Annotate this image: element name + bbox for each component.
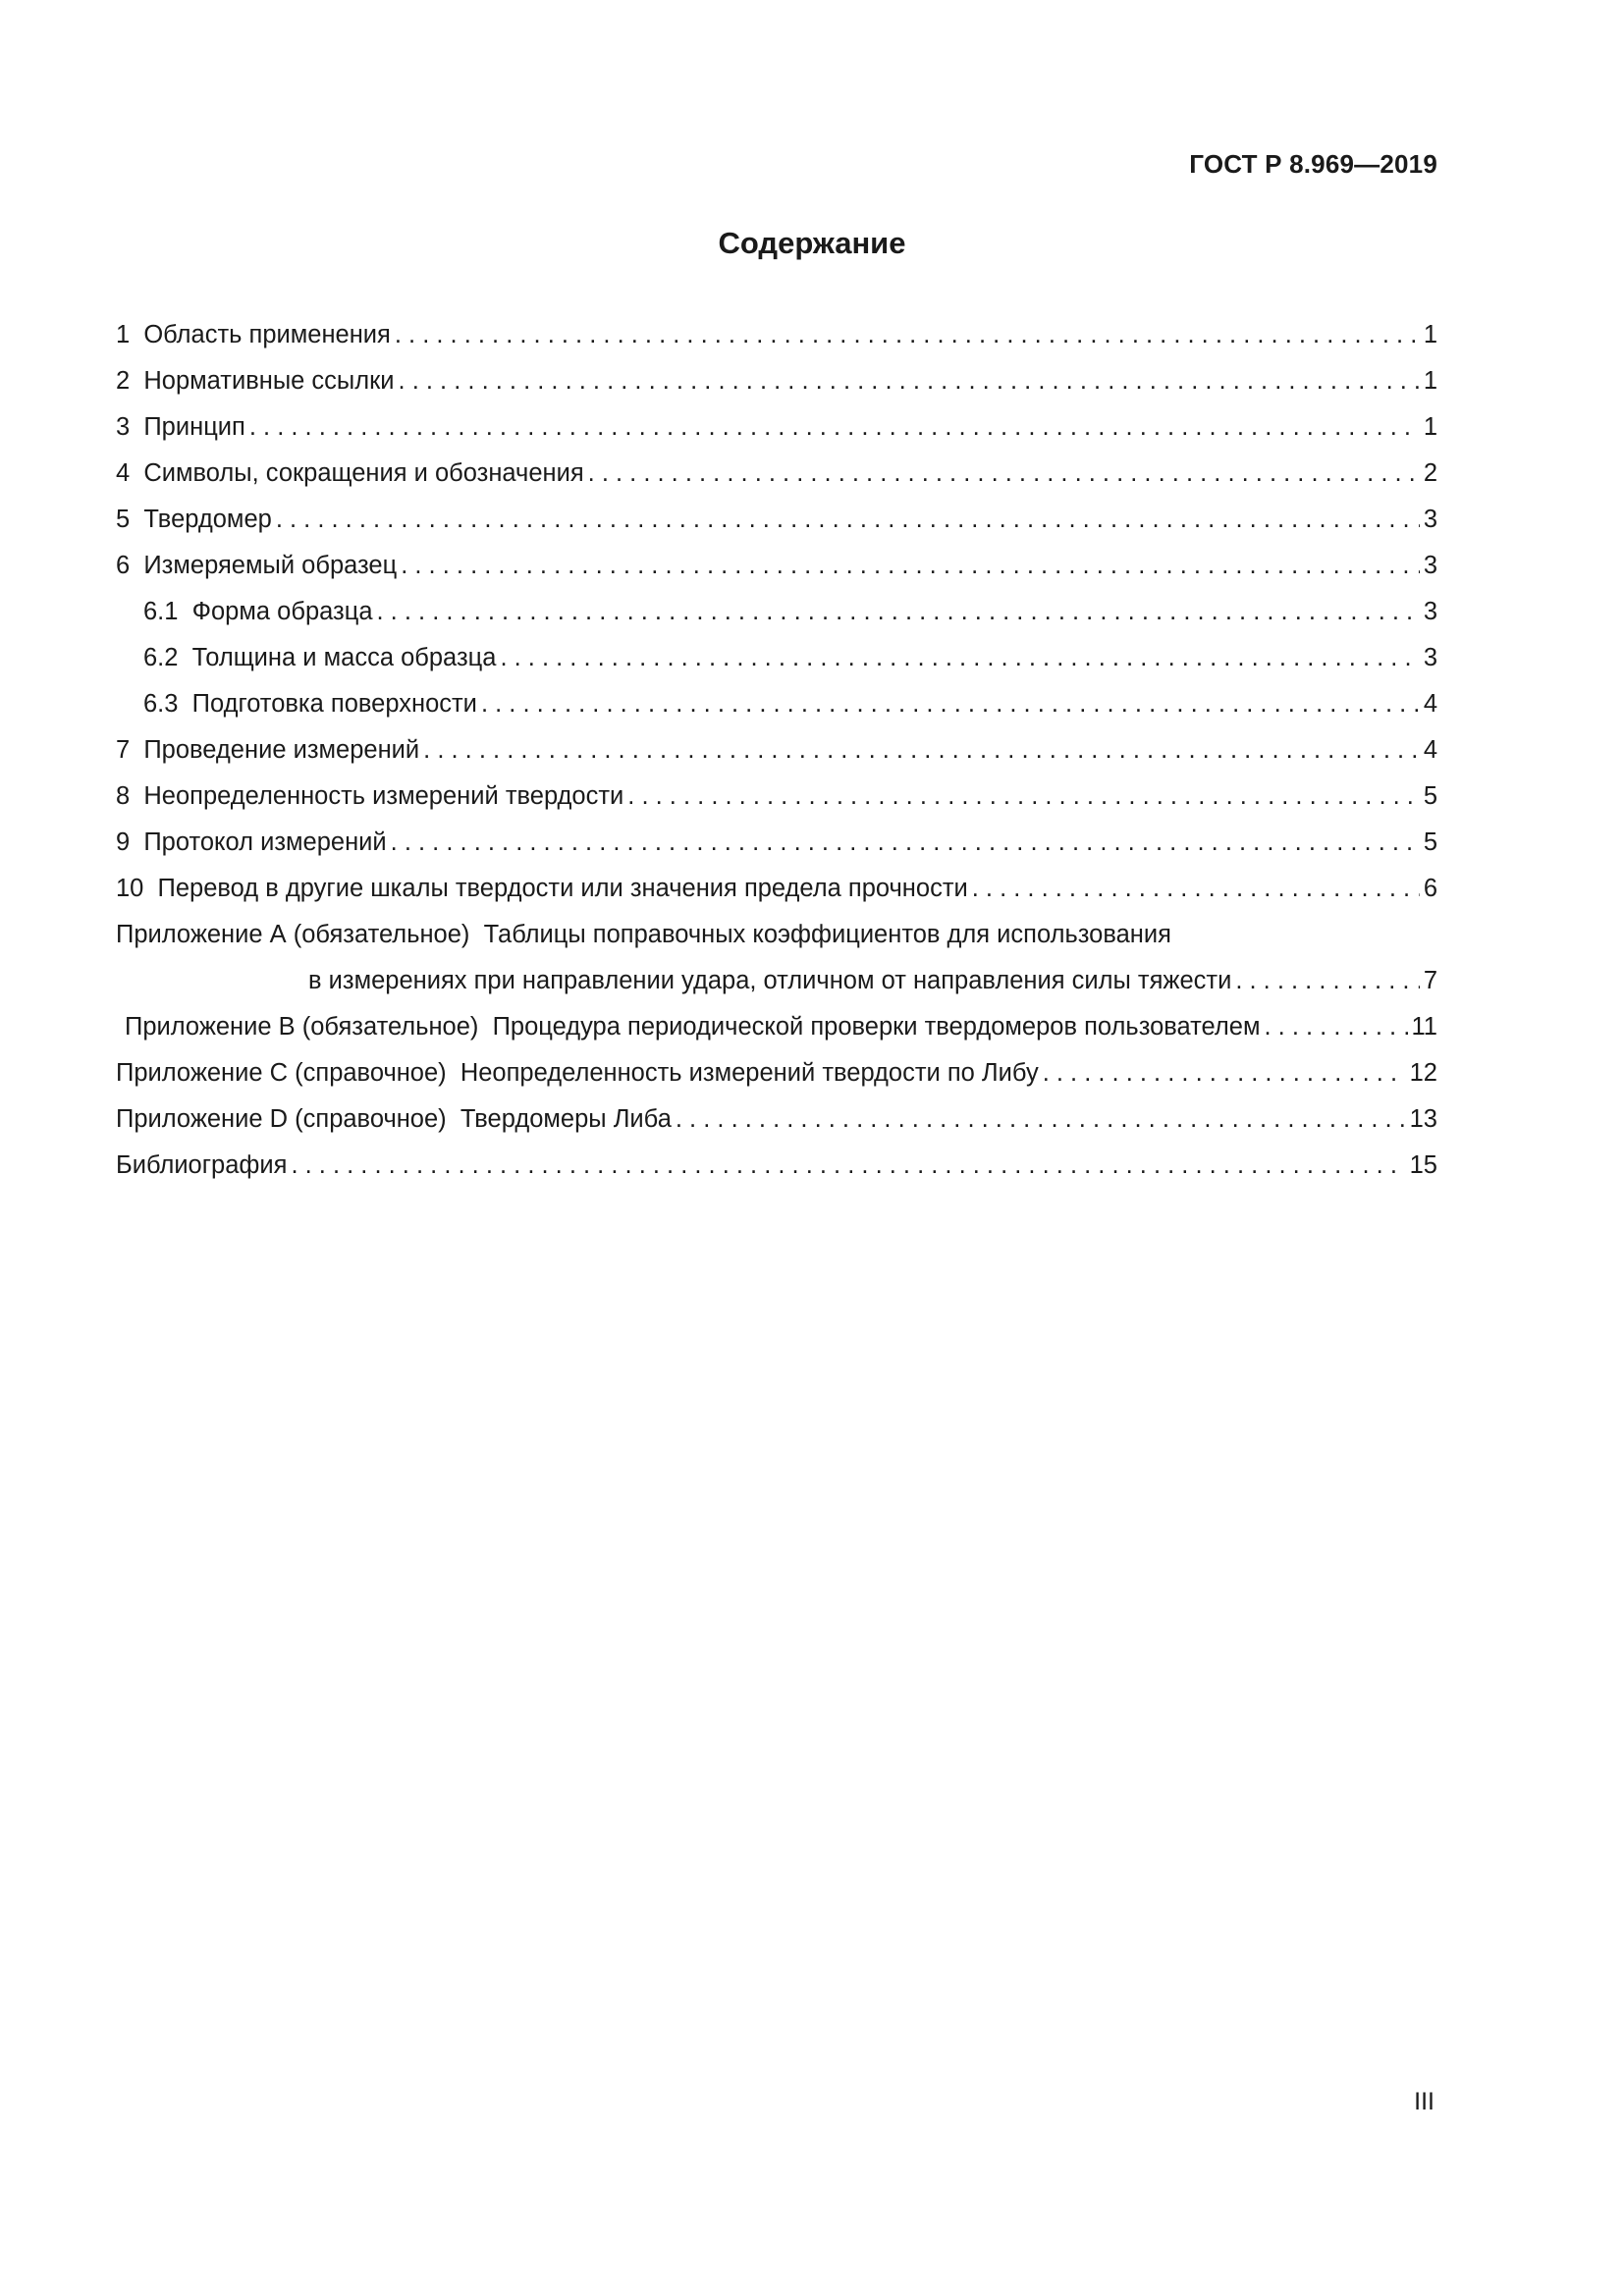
toc-entry-3[interactable] (116, 404, 1437, 451)
toc-dot-leader (1039, 1050, 1406, 1096)
toc-entry-label: Приложение D (справочное) Твердомеры Либа (116, 1105, 672, 1133)
table-of-contents (116, 312, 1437, 1189)
toc-entry-appendix-d[interactable] (116, 1096, 1437, 1143)
document-code: ГОСТ Р 8.969—2019 (1189, 149, 1437, 179)
toc-dot-leader (1231, 958, 1419, 1004)
toc-entry-6-1[interactable] (116, 589, 1437, 635)
toc-entry-page: 13 (1409, 1105, 1437, 1133)
toc-entry-page: 2 (1423, 459, 1437, 487)
toc-entry-bibliography[interactable] (116, 1143, 1437, 1189)
toc-dot-leader (1261, 1004, 1408, 1050)
toc-entry-page: 1 (1423, 321, 1437, 348)
toc-dot-leader (272, 497, 1420, 543)
toc-entry-4[interactable] (116, 451, 1437, 497)
toc-entry-appendix-b[interactable] (116, 1004, 1437, 1050)
toc-dot-leader (373, 589, 1420, 635)
toc-entry-page: 11 (1411, 1013, 1437, 1041)
toc-entry-page: 5 (1423, 828, 1437, 856)
toc-entry-6-2[interactable] (116, 635, 1437, 681)
toc-entry-label-continuation: в измерениях при направлении удара, отличном от направления силы тяжести (308, 967, 1232, 994)
toc-entry-page: 3 (1423, 598, 1437, 625)
toc-entry-10[interactable] (116, 866, 1437, 912)
toc-entry-appendix-a[interactable] (116, 912, 1437, 1004)
toc-entry-label: 10 Перевод в другие шкалы твердости или значения предела прочности (116, 875, 968, 902)
toc-entry-page: 1 (1423, 413, 1437, 441)
toc-dot-leader (584, 451, 1420, 497)
toc-entry-label: Приложение В (обязательное) Процедура периодической проверки твердомеров пользователем (125, 1013, 1261, 1041)
toc-dot-leader (419, 727, 1420, 774)
toc-entry-label: 3 Принцип (116, 413, 245, 441)
toc-entry-1[interactable] (116, 312, 1437, 358)
toc-dot-leader (968, 866, 1420, 912)
toc-title: Содержание (718, 226, 906, 260)
toc-entry-page: 4 (1423, 736, 1437, 764)
toc-entry-page: 3 (1423, 506, 1437, 533)
toc-entry-label: 1 Область применения (116, 321, 391, 348)
toc-dot-leader (496, 635, 1419, 681)
toc-entry-label: Приложение А (обязательное) Таблицы поправочных коэффициентов для использования (116, 921, 1171, 948)
toc-entry-label: 6.1 Форма образца (143, 598, 373, 625)
toc-entry-6[interactable] (116, 543, 1437, 589)
toc-dot-leader (477, 681, 1420, 727)
toc-dot-leader (391, 312, 1420, 358)
toc-entry-5[interactable] (116, 497, 1437, 543)
toc-entry-page: 4 (1423, 690, 1437, 718)
toc-entry-page: 3 (1423, 644, 1437, 671)
toc-entry-page: 12 (1409, 1059, 1437, 1087)
toc-dot-leader (623, 774, 1420, 820)
toc-entry-9[interactable] (116, 820, 1437, 866)
toc-entry-page: 15 (1409, 1151, 1437, 1179)
toc-entry-page: 5 (1423, 782, 1437, 810)
toc-entry-label: 7 Проведение измерений (116, 736, 420, 764)
toc-entry-label: 6 Измеряемый образец (116, 552, 398, 579)
toc-dot-leader (287, 1143, 1405, 1189)
toc-entry-label: 5 Твердомер (116, 506, 272, 533)
toc-entry-label: Приложение С (справочное) Неопределенность измерений твердости по Либу (116, 1059, 1039, 1087)
toc-entry-8[interactable] (116, 774, 1437, 820)
toc-entry-label: 8 Неопределенность измерений твердости (116, 782, 624, 810)
toc-entry-6-3[interactable] (116, 681, 1437, 727)
toc-dot-leader (245, 404, 1420, 451)
toc-dot-leader (395, 358, 1420, 404)
toc-dot-leader (672, 1096, 1406, 1143)
toc-entry-continuation (116, 958, 1437, 1004)
toc-entry-label: 2 Нормативные ссылки (116, 367, 395, 395)
toc-entry-7[interactable] (116, 727, 1437, 774)
toc-dot-leader (387, 820, 1420, 866)
toc-entry-label: Библиография (116, 1151, 288, 1179)
toc-entry-page: 7 (1423, 967, 1437, 994)
toc-entry-page: 3 (1423, 552, 1437, 579)
toc-dot-leader (397, 543, 1420, 589)
toc-entry-2[interactable] (116, 358, 1437, 404)
toc-entry-label: 6.3 Подготовка поверхности (143, 690, 477, 718)
toc-entry-page: 1 (1423, 367, 1437, 395)
toc-entry-label: 4 Символы, сокращения и обозначения (116, 459, 584, 487)
toc-entry-appendix-c[interactable] (116, 1050, 1437, 1096)
toc-entry-label: 9 Протокол измерений (116, 828, 387, 856)
page-number: III (1414, 2088, 1435, 2115)
toc-entry-page: 6 (1423, 875, 1437, 902)
toc-entry-label: 6.2 Толщина и масса образца (143, 644, 497, 671)
